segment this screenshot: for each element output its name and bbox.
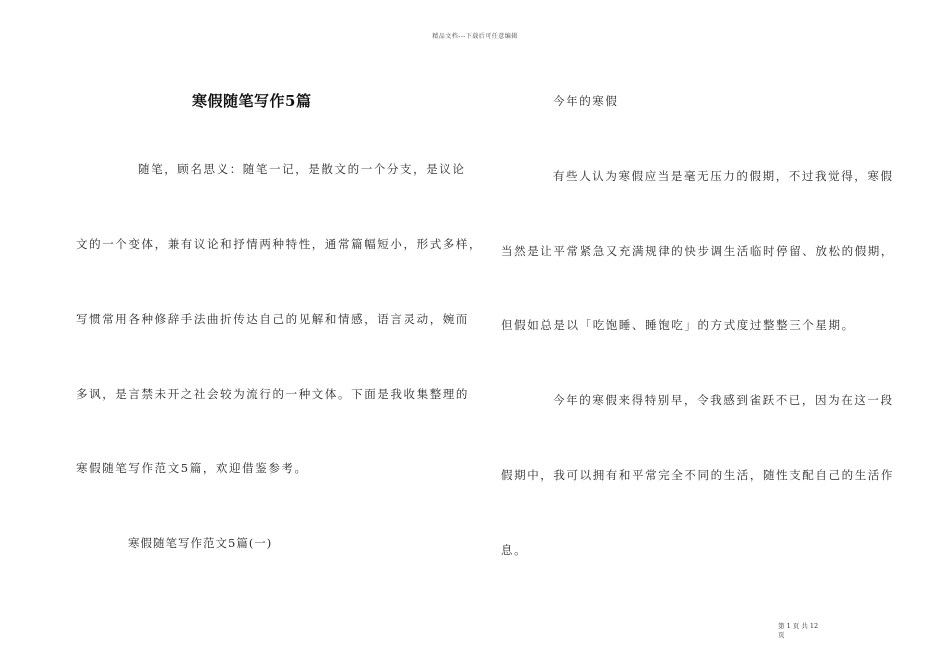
right-section-title: 今年的寒假 xyxy=(553,94,619,108)
right-paragraph-line: 今年的寒假来得特别早，令我感到雀跃不已，因为在这一段 xyxy=(553,393,894,407)
right-paragraph-line: 有些人认为寒假应当是毫无压力的假期，不过我觉得，寒假 xyxy=(553,169,894,183)
page-number-line1: 第 1 页 共 12 xyxy=(778,622,819,630)
left-paragraph-line: 文的一个变体，兼有议论和抒情两种特性，通常篇幅短小，形式多样， xyxy=(76,237,483,251)
document-title: 寒假随笔写作5篇 xyxy=(192,92,312,110)
page-number-line2: 页 xyxy=(778,631,785,639)
left-paragraph-line: 写惯常用各种修辞手法曲折传达自己的见解和情感，语言灵动，婉而 xyxy=(76,312,469,326)
right-paragraph-line: 假期中，我可以拥有和平常完全不同的生活，随性支配自己的生活作 xyxy=(501,468,894,482)
right-paragraph-line: 当然是让平常紧急又充满规律的快步调生活临时停留、放松的假期， xyxy=(501,244,894,258)
header-note: 精品文档---下载后可任意编辑 xyxy=(432,33,518,40)
right-paragraph-line: 息。 xyxy=(501,543,528,557)
left-paragraph-line: 随笔，顾名思义：随笔一记，是散文的一个分支，是议论 xyxy=(138,162,466,176)
left-paragraph-line: 多讽，是言禁未开之社会较为流行的一种文体。下面是我收集整理的 xyxy=(76,387,469,401)
section-heading: 寒假随笔写作范文5篇(一) xyxy=(128,536,273,550)
right-paragraph-line: 但假如总是以「吃饱睡、睡饱吃」的方式度过整整三个星期。 xyxy=(501,318,855,332)
left-paragraph-line: 寒假随笔写作范文5篇，欢迎借鉴参考。 xyxy=(76,461,308,475)
page-number xyxy=(778,622,818,640)
